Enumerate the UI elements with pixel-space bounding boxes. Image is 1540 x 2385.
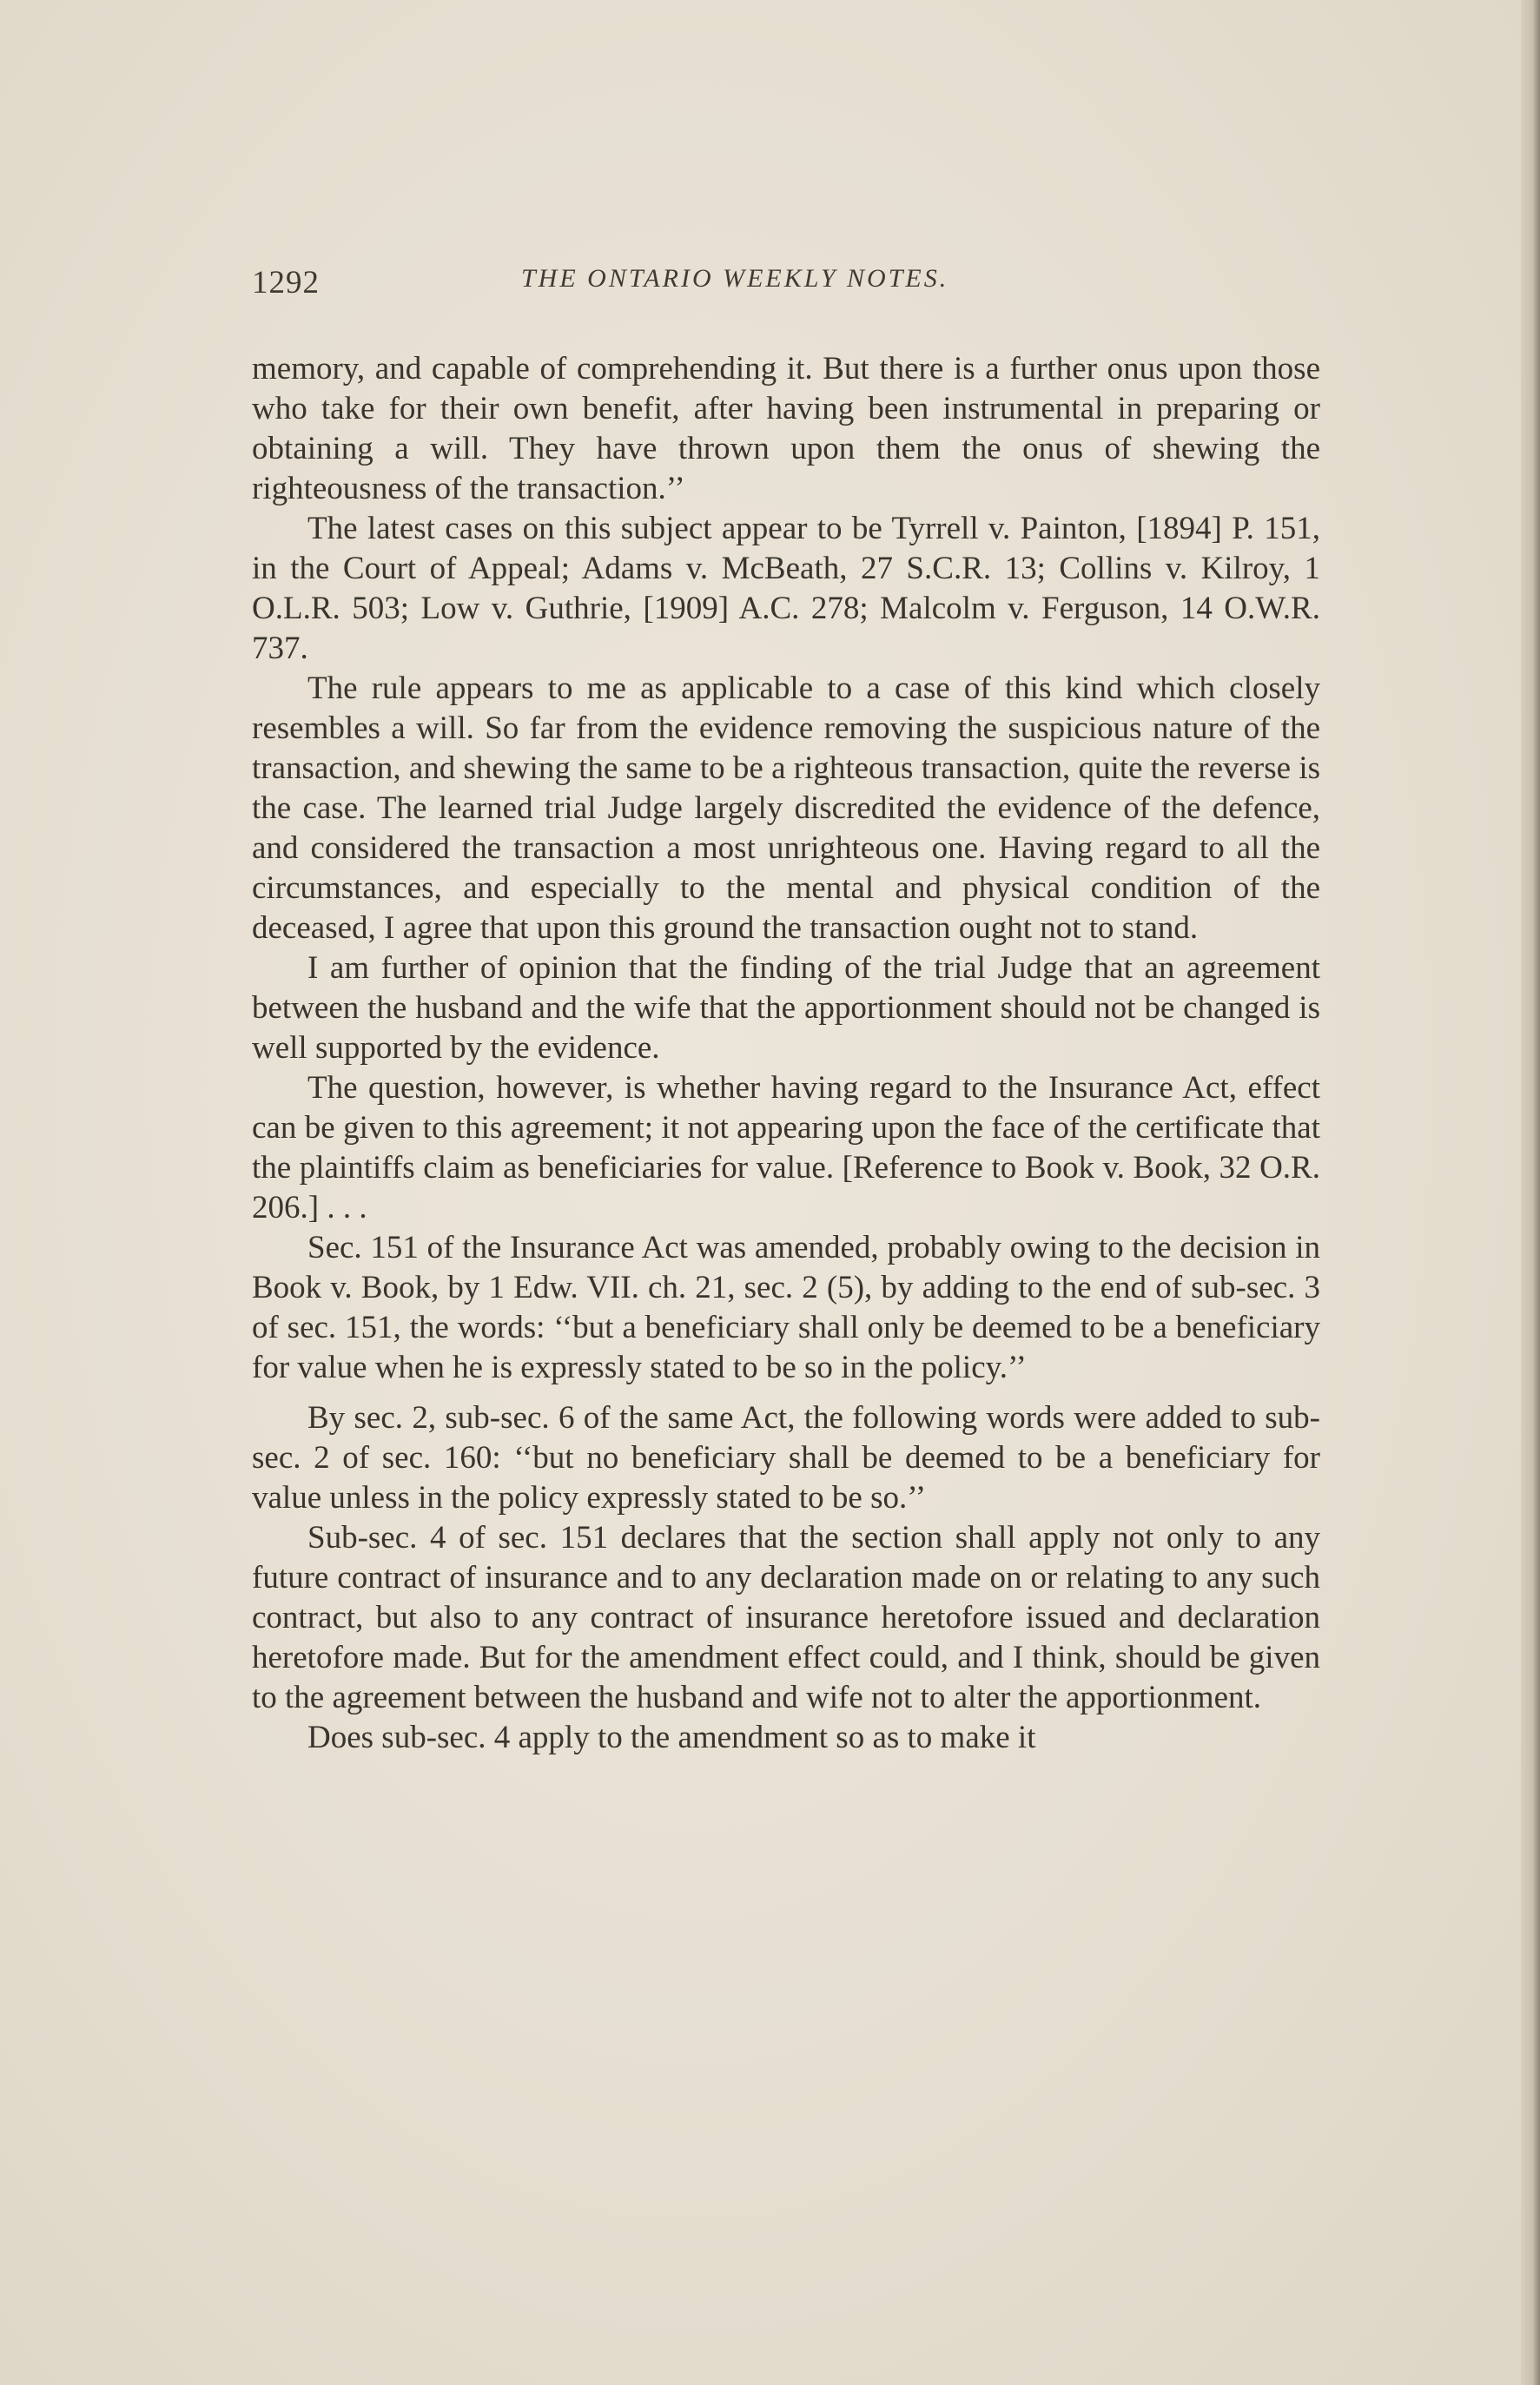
paragraph-does-sub-sec: Does sub-sec. 4 apply to the amendment so as to make it bbox=[307, 1720, 1036, 1755]
paragraph-continuation: memory, and capable of comprehending it. But there is a further onus upon those who take for their own benefit, after having been instrumental in preparing or obtaining a will. They have thrown upon them the onus of shewing the righteousness of the transaction.’’ bbox=[252, 351, 1320, 506]
paragraph-rule: The rule appears to me as applicable to a case of this kind which closely resembles a will. So far from the evidence removing the suspicious nature of the transaction, and shewing the same to be a righteous transaction, quite the reverse is the case. The learned trial Judge largely discredited the evidence of the defence, and considered the transaction a most unrighteous one. Having regard to all the circumstances, and especially to the mental and physical condition of the deceased, I agree that upon this ground the transaction ought not to stand. bbox=[252, 671, 1320, 946]
page-edge-shadow bbox=[1521, 0, 1540, 2385]
running-header bbox=[252, 261, 1329, 313]
paragraph-sub-sec-4: Sub-sec. 4 of sec. 151 declares that the section shall apply not only to any future contract of insurance and to any declaration made on or relating to any such contract, but also to any contract of insurance heretofore issued and declaration heretofore made. But for the amendment effect could, and I think, should be given to the agreement between the husband and wife not to alter the apportionment. bbox=[252, 1520, 1320, 1715]
page-number: 1292 bbox=[252, 265, 320, 301]
paragraph-further-opinion: I am further of opinion that the finding of the trial Judge that an agreement between the husband and the wife that the apportionment should not be changed is well supported by the evidence. bbox=[252, 950, 1320, 1066]
paragraph-latest-cases: The latest cases on this subject appear to be Tyrrell v. Painton, [1894] P. 151, in the Court of Appeal; Adams v. McBeath, 27 S.C.R. 13; Collins v. Kilroy, 1 O.L.R. 503; Low v. Guthrie, [1909] A.C. 278; Malcolm v. Ferguson, 14 O.W.R. 737. bbox=[252, 511, 1320, 666]
paragraph-sec-151: Sec. 151 of the Insurance Act was amended, probably owing to the decision in Book v. Book, by 1 Edw. VII. ch. 21, sec. 2 (5), by adding to the end of sub-sec. 3 of sec. 151, the words: ‘‘but a beneficiary shall only be deemed to be a beneficiary for value when he is expressly stated to be so in the policy.’’ bbox=[252, 1230, 1320, 1385]
running-title: THE ONTARIO WEEKLY NOTES. bbox=[521, 264, 949, 293]
paragraph-question: The question, however, is whether having regard to the Insurance Act, effect can be given to this agreement; it not appearing upon the face of the certificate that the plaintiffs claim as beneficiaries for value. [Reference to Book v. Book, 32 O.R. 206.] . . . bbox=[252, 1070, 1320, 1226]
body-text bbox=[252, 349, 1320, 1758]
paragraph-sec-2: By sec. 2, sub-sec. 6 of the same Act, the following words were added to sub-sec. 2 of sec. 160: ‘‘but no beneficiary shall be deemed to be a beneficiary for value unless in the policy expressly stated to be so.’’ bbox=[252, 1400, 1320, 1516]
